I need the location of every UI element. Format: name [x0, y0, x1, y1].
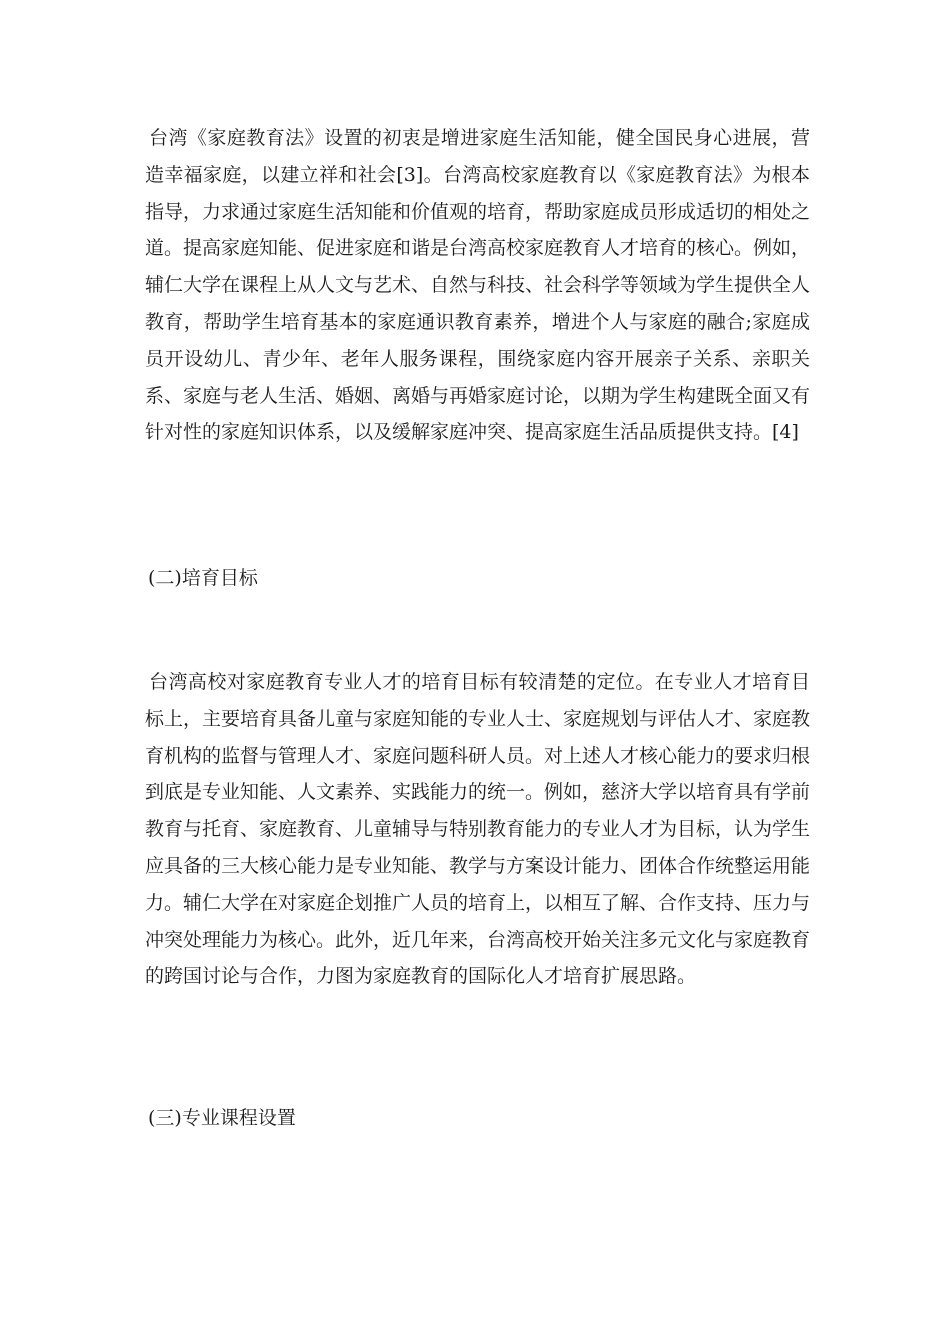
- body-paragraph: 台湾《家庭教育法》设置的初衷是增进家庭生活知能，健全国民身心进展，营造幸福家庭，以建立祥和社会[3]。台湾高校家庭教育以《家庭教育法》为根本指导，力求通过家庭生活知能和价值观的培育，帮助家庭成员形成适切的相处之道。提高家庭知能、促进家庭和谐是台湾高校家庭教育人才培育的核心。例如，辅仁大学在课程上从人文与艺术、自然与科技、社会科学等领域为学生提供全人教育，帮助学生培育基本的家庭通识教育素养，增进个人与家庭的融合;家庭成员开设幼儿、青少年、老年人服务课程，围绕家庭内容开展亲子关系、亲职关系、家庭与老人生活、婚姻、离婚与再婚家庭讨论，以期为学生构建既全面又有针对性的家庭知识体系，以及缓解家庭冲突、提高家庭生活品质提供支持。[4]: [145, 127, 811, 444]
- body-paragraph: 台湾高校对家庭教育专业人才的培育目标有较清楚的定位。在专业人才培育目标上，主要培育具备儿童与家庭知能的专业人士、家庭规划与评估人才、家庭教育机构的监督与管理人才、家庭问题科研人员。对上述人才核心能力的要求归根到底是专业知能、人文素养、实践能力的统一。例如，慈济大学以培育具有学前教育与托育、家庭教育、儿童辅导与特别教育能力的专业人才为目标，认为学生应具备的三大核心能力是专业知能、教学与方案设计能力、团体合作统整运用能力。辅仁大学在对家庭企划推广人员的培育上，以相互了解、合作支持、压力与冲突处理能力为核心。此外，近几年来，台湾高校开始关注多元文化与家庭教育的跨国讨论与合作，力图为家庭教育的国际化人才培育扩展思路。: [145, 671, 811, 988]
- section-heading: (三)专业课程设置: [148, 1107, 296, 1129]
- section-heading: (二)培育目标: [148, 567, 258, 589]
